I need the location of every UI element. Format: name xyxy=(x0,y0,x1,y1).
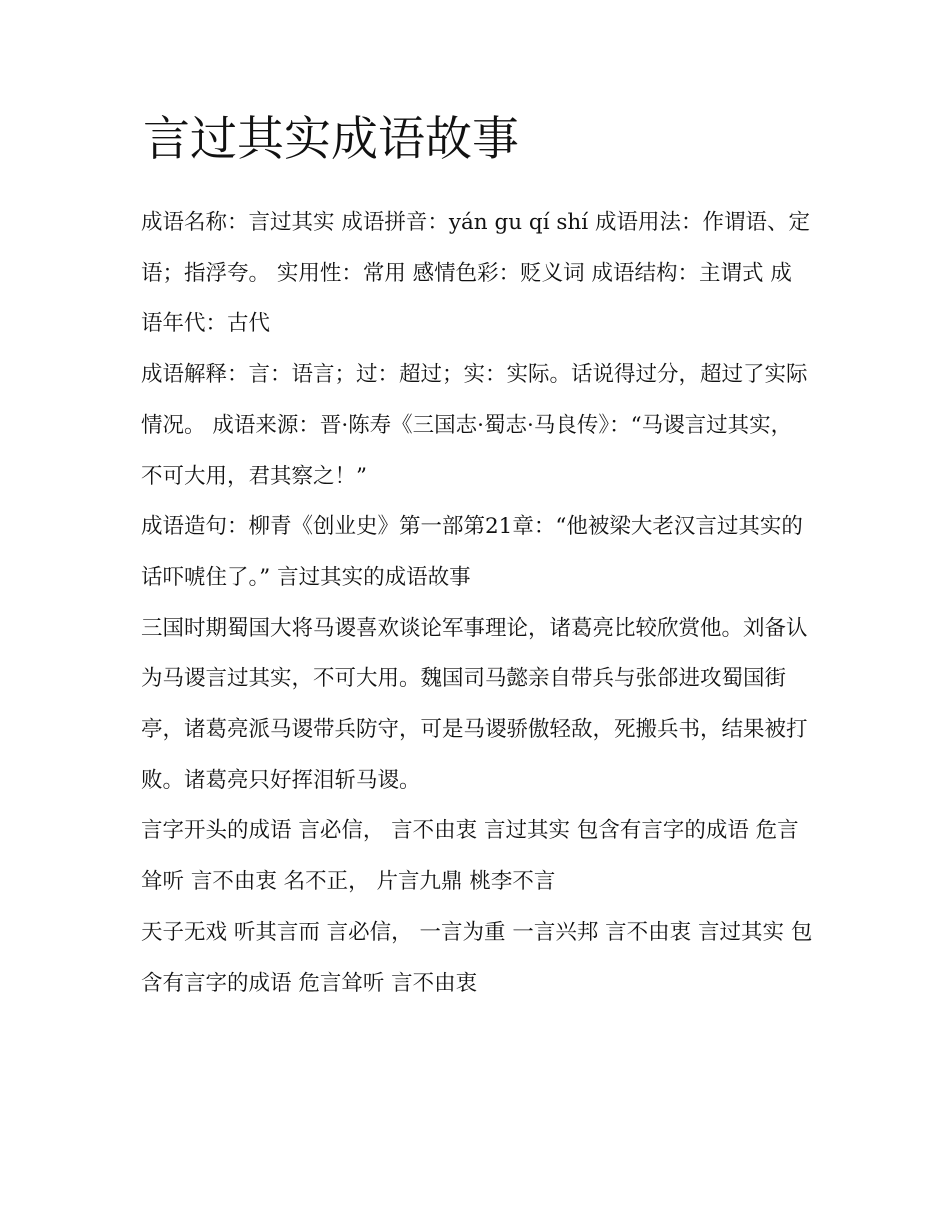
paragraph-related-idioms: 言字开头的成语 言必信， 言不由衷 言过其实 包含有言字的成语 危言耸听 言不由衷 名不正， 片言九鼎 桃李不言 xyxy=(141,818,799,895)
document-title: 言过其实成语故事 xyxy=(143,112,519,167)
paragraph-example-sentence: 成语造句：柳青《创业史》第一部第21章：“他被梁大老汉言过其实的话吓唬住了。” 言过其实的成语故事 xyxy=(141,514,803,590)
paragraph-story: 三国时期蜀国大将马谡喜欢谈论军事理论，诸葛亮比较欣赏他。刘备认为马谡言过其实，不可大用。魏国司马懿亲自带兵与张郃进攻蜀国街亭，诸葛亮派马谡带兵防守，可是马谡骄傲轻敌，死搬兵书，结果被打败。诸葛亮只好挥泪斩马谡。 xyxy=(141,615,808,793)
paragraph-more-idioms: 天子无戏 听其言而 言必信， 一言为重 一言兴邦 言不由衷 言过其实 包含有言字的成语 危言耸听 言不由衷 xyxy=(141,919,813,996)
document-body xyxy=(141,198,813,1009)
paragraph-idiom-info: 成语名称：言过其实 成语拼音：yán gu qí shí 成语用法：作谓语、定语；指浮夸。 实用性：常用 感情色彩：贬义词 成语结构：主谓式 成语年代：古代 xyxy=(141,210,810,337)
paragraph-explanation-source: 成语解释：言：语言；过：超过；实：实际。话说得过分，超过了实际情况。 成语来源：晋·陈寿《三国志·蜀志·马良传》：“马谡言过其实，不可大用，君其察之！” xyxy=(141,362,808,489)
